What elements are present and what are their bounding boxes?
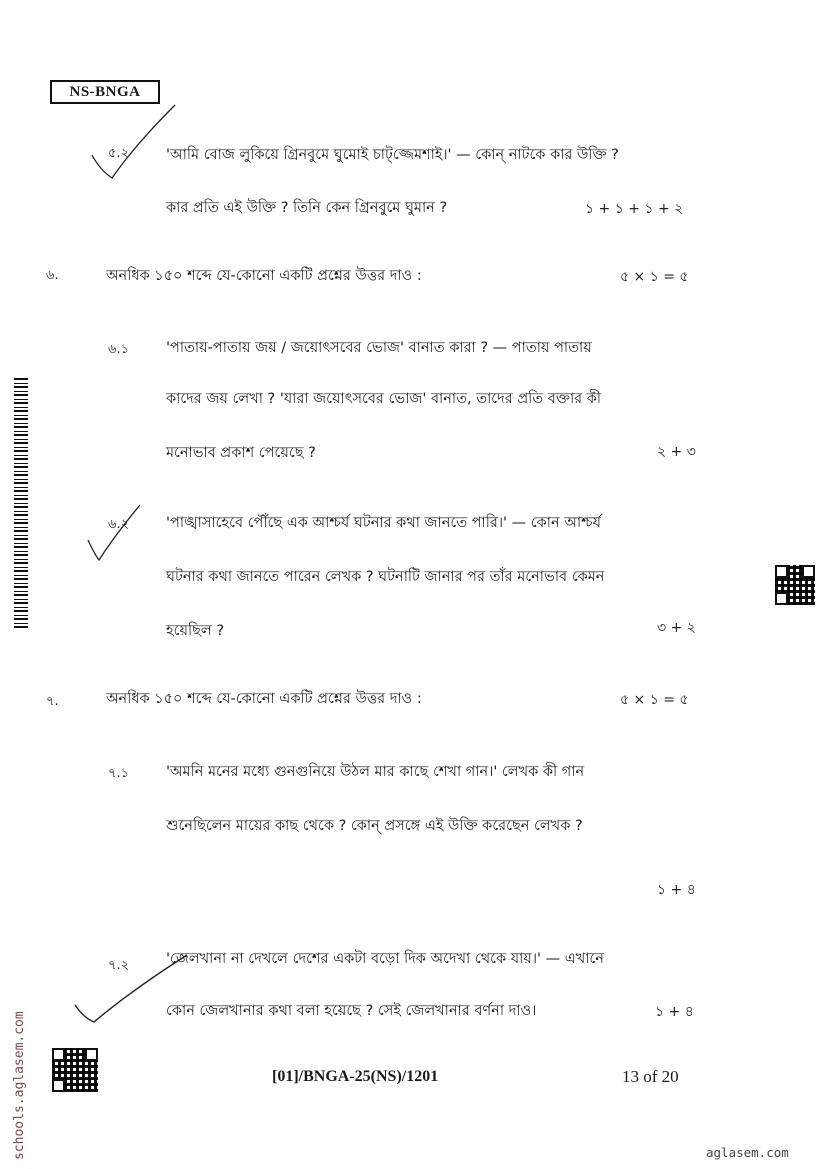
question-instruction: অনধিক ১৫০ শব্দে যে-কোনো একটি প্রশ্নের উত্তর দাও : xyxy=(106,691,422,707)
question-text-line: 'পাতায়-পাতায় জয় / জয়োৎসবের ভোজ' বানাত কারা ? — পাতায় পাতায় xyxy=(166,340,592,356)
question-text-line: কার প্রতি এই উক্তি ? তিনি কেন গ্রিনবুমে ঘুমান ? xyxy=(166,200,448,216)
page-number: 13 of 20 xyxy=(622,1067,679,1086)
question-text-line: শুনেছিলেন মায়ের কাছ থেকে ? কোন্ প্রসঙ্গে এই উক্তি করেছেন লেখক ? xyxy=(166,818,583,834)
paper-code-box: NS-BNGA xyxy=(50,80,160,104)
qr-code-icon xyxy=(52,1048,98,1092)
side-watermark-url[interactable]: schools.aglasem.com xyxy=(12,1011,27,1160)
question-number: ৬. xyxy=(46,268,59,283)
question-number: ৭.২ xyxy=(108,958,130,973)
question-text-line: কাদের জয় লেখা ? 'যারা জয়োৎসবের ভোজ' বানাত, তাদের প্রতি বক্তার কী xyxy=(166,391,602,407)
question-text-line: মনোভাব প্রকাশ পেয়েছে ? xyxy=(166,445,316,461)
marks-allocation: ২ + ৩ xyxy=(657,444,696,460)
marks-allocation: ৩ + ২ xyxy=(657,620,696,636)
brand-url[interactable]: aglasem.com xyxy=(706,1145,789,1160)
question-text-line: 'পাঙ্খাসাহেবে পৌঁছে এক আশ্চর্য ঘটনার কথা জানতে পারি।' — কোন আশ্চর্য xyxy=(166,515,602,531)
qr-code-icon xyxy=(775,565,815,605)
question-number: ৭. xyxy=(46,694,59,709)
question-text-line: 'অমনি মনের মধ্যে গুনগুনিয়ে উঠল মার কাছে শেখা গান।' লেখক কী গান xyxy=(166,764,585,780)
paper-serial-code: [01]/BNGA-25(NS)/1201 xyxy=(272,1068,439,1085)
question-instruction: অনধিক ১৫০ শব্দে যে-কোনো একটি প্রশ্নের উত্তর দাও : xyxy=(106,268,422,284)
question-text-line: হয়েছিল ? xyxy=(166,623,225,639)
question-number: ৫.২ xyxy=(108,146,130,161)
question-number: ৬.২ xyxy=(108,517,130,532)
marks-allocation: ১ + ৪ xyxy=(655,1004,694,1020)
question-number: ৬.১ xyxy=(108,342,130,357)
marks-allocation: ৫ × ১ = ৫ xyxy=(620,692,689,708)
question-text-line: ঘটনার কথা জানতে পারেন লেখক ? ঘটনাটি জানার পর তাঁর মনোভাব কেমন xyxy=(166,569,605,585)
marks-allocation: ১ + ৪ xyxy=(657,882,696,898)
marks-allocation: ৫ × ১ = ৫ xyxy=(620,269,689,285)
marks-allocation: ১ + ১ + ১ + ২ xyxy=(585,201,684,217)
question-text-line: 'জেলখানা না দেখলে দেশের একটা বড়ো দিক অদেখা থেকে যায়।' — এখানে xyxy=(166,951,604,967)
barcode-icon xyxy=(14,378,28,628)
question-text-line: 'আমি বোজ লুকিয়ে গ্রিনবুমে ঘুমোই চাট্‌জ্জেমশাই।' — কোন্ নাটকে কার উক্তি ? xyxy=(166,147,619,163)
question-number: ৭.১ xyxy=(108,766,130,781)
question-text-line: কোন জেলখানার কথা বলা হয়েছে ? সেই জেলখানার বর্ণনা দাও। xyxy=(166,1003,537,1019)
